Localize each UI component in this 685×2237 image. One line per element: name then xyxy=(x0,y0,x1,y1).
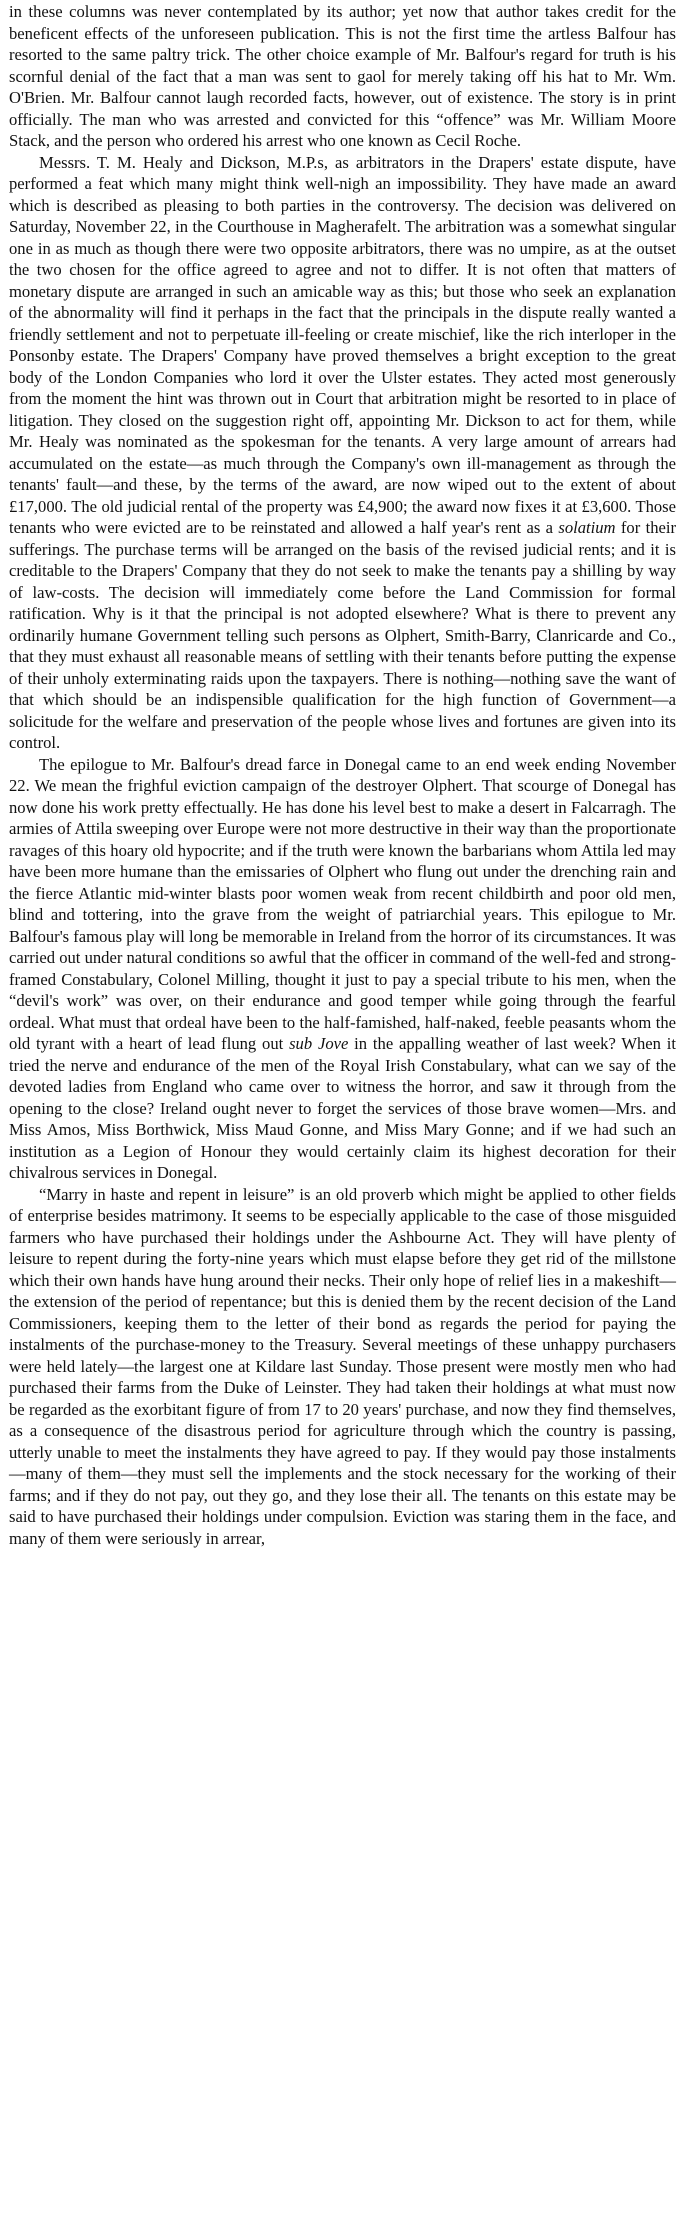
paragraph-balfour-truth xyxy=(9,1,676,152)
paragraph-text: “Marry in haste and repent in leisure” is an old proverb which might be applied to other fields of enterprise besides matrimony. It seems to be especially applicable to the case of those misguided farmers who have purchased their holdings under the Ashbourne Act. They will have plenty of leisure to repent during the forty-nine years which must elapse before they get rid of the millstone which their own hands have hung around their necks. Their only hope of relief lies in a makeshift—the extension of the period of repentance; but this is denied them by the recent decision of the Land Commissioners, keeping them to the letter of their bond as regards the period for paying the instalments of the purchase-money to the Treasury. Several meetings of these unhappy purchasers were held lately—the largest one at Kildare last Sunday. Those present were mostly men who had purchased their farms from the Duke of Leinster. They had taken their holdings at what must now be regarded as the exorbitant figure of from 17 to 20 years' purchase, and now they find themselves, as a consequence of the disastrous period for agriculture through which the country is passing, utterly unable to meet the instalments they have agreed to pay. If they would pay those instalments—many of them—they must sell the implements and the stock necessary for the working of their farms; and if they do not pay, out they go, and they lose their all. The tenants on this estate may be said to have purchased their holdings under compulsion. Eviction was staring them in the face, and many of them were seriously in arrear, xyxy=(9,1184,676,1548)
paragraph-text: Messrs. T. M. Healy and Dickson, M.P.s, as arbitrators in the Drapers' estate dispute, have performed a feat which many might think well-nigh an impossibility. They have made an award which is described as pleasing to both parties in the controversy. The decision was delivered on Saturday, November 22, in the Courthouse in Magherafelt. The arbitration was a somewhat singular one in as much as though there were two opposite arbitrators, there was no umpire, as at the outset the two chosen for the office agreed to agree and not to differ. It is not often that matters of monetary dispute are arranged in such an amicable way as this; but those who seek an explanation of the abnormality will find it perhaps in the fact that the principals in the dispute really wanted a friendly settlement and not to perpetuate ill-feeling or create mischief, like the rich interloper in the Ponsonby estate. The Drapers' Company have proved themselves a bright exception to the great body of the London Companies who lord it over the Ulster estates. They acted most generously from the moment the hint was thrown out in Court that arbitration might be resorted to in place of litigation. They closed on the suggestion right off, appointing Mr. Dickson to act for them, while Mr. Healy was nominated as the spokesman for the tenants. A very large amount of arrears had accumulated on the estate—as much through the Company's own ill-management as through the tenants' fault—and these, by the terms of the award, are now wiped out to the extent of about £17,000. The old judicial rental of the property was £4,900; the award now fixes it at £3,600. Those tenants who were evicted are to be reinstated and allowed a half year's rent as a xyxy=(9,152,676,537)
paragraph-donegal-eviction xyxy=(9,754,676,1184)
paragraph-text: The epilogue to Mr. Balfour's dread farce in Donegal came to an end week ending November 22. We mean the frighful eviction campaign of the destroyer Olphert. That scourge of Donegal has now done his work pretty effectually. He has done his level best to make a desert in Falcarragh. The armies of Attila sweeping over Europe were not more destructive in their way than the proportionate ravages of this hoary old hypocrite; and if the truth were known the barbarians whom Attila led may have been more humane than the emissaries of Olphert who flung out under the drenching rain and the fierce Atlantic mid-winter blasts poor women weak from recent childbirth and poor old men, blind and tottering, into the grave from the weight of patriarchial years. This epilogue to Mr. Balfour's famous play will long be memorable in Ireland from the horror of its circumstances. It was carried out under natural conditions so awful that the officer in command of the well-fed and strong-framed Constabulary, Colonel Milling, thought it just to pay a special tribute to his men, when the “devil's work” was over, on their endurance and good temper while going through the fearful ordeal. What must that ordeal have been to the half-famished, half-naked, feeble peasants whom the old tyrant with a heart of lead flung out xyxy=(9,754,677,1053)
paragraph-text-continued: for their sufferings. The purchase terms will be arranged on the basis of the revised judicial rents; and it is creditable to the Drapers' Company that they do not seek to make the tenants pay a shilling by way of law-costs. The decision will immediately come before the Land Commission for formal ratification. Why is it that the principal is not adopted elsewhere? What is there to prevent any ordinarily humane Government telling such persons as Olphert, Smith-Barry, Clanricarde and Co., that they must exhaust all reasonable means of settling with their tenants before putting the expense of their unholy exterminating raids upon the taxpayers. There is nothing—nothing save the want of that which should be an indispensible qualification for the high function of Government—a solicitude for the welfare and preservation of the people whose lives and fortunes are given into its control. xyxy=(9,518,676,752)
paragraph-drapers-arbitration xyxy=(9,152,676,754)
paragraph-text-continued: in the appalling weather of last week? When it tried the nerve and endurance of the men of the Royal Irish Constabulary, what can we say of the devoted ladies from England who came over to witness the horror, and saw it through from the opening to the close? Ireland ought never to forget the services of those brave women—Mrs. and Miss Amos, Miss Borthwick, Miss Maud Gonne, and Miss Mary Gonne; and if we had such an institution as a Legion of Honour they would certainly claim its highest decoration for their chivalrous services in Donegal. xyxy=(9,1034,677,1182)
paragraph-text: in these columns was never contemplated by its author; yet now that author takes credit for the beneficent effects of the unforeseen publication. This is not the first time the artless Balfour has resorted to the same paltry trick. The other choice example of Mr. Balfour's regard for truth is his scornful denial of the fact that a man was sent to gaol for merely taking off his hat to Mr. Wm. O'Brien. Mr. Balfour cannot laugh recorded facts, however, out of existence. The story is in print officially. The man who was arrested and convicted for this “offence” was Mr. William Moore Stack, and the person who ordered his arrest who one known as Cecil Roche. xyxy=(9,2,676,150)
paragraph-ashbourne-act xyxy=(9,1184,676,1550)
italic-term: solatium xyxy=(558,518,616,537)
italic-term: sub Jove xyxy=(289,1034,349,1053)
